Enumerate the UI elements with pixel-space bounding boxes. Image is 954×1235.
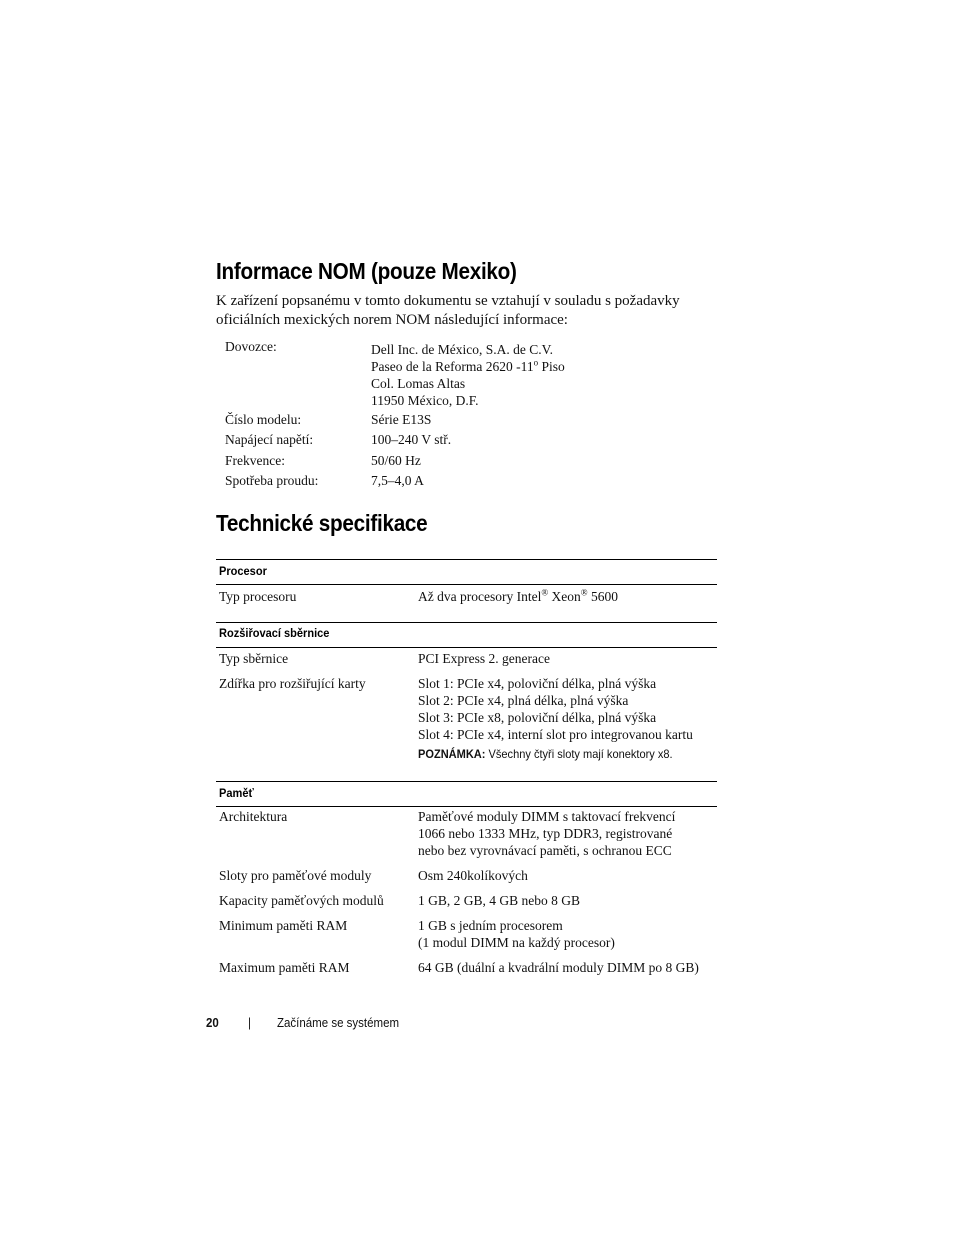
nom-intro-line-1: K zařízení popsanému v tomto dokumentu se vztahují v souladu s požadavky [216, 293, 680, 309]
importer-label: Dovozce: [225, 339, 277, 354]
slot-2: Slot 2: PCIe x4, plná délka, plná výška [418, 693, 629, 708]
processor-type-value: Až dva procesory Intel® Xeon® 5600 [418, 587, 619, 604]
nom-heading: Informace NOM (pouze Mexiko) [216, 258, 517, 284]
table-rule [216, 647, 717, 648]
max-ram-label: Maximum paměti RAM [219, 960, 350, 975]
importer-line-1: Dell Inc. de México, S.A. de C.V. [371, 342, 553, 357]
nom-intro [216, 292, 680, 330]
model-number-value: Série E13S [371, 412, 432, 427]
bus-type-value: PCI Express 2. generace [418, 651, 550, 666]
processor-type-label: Typ procesoru [219, 589, 297, 604]
specs-heading: Technické specifikace [216, 510, 428, 536]
footer-separator: | [248, 1016, 251, 1030]
page-number: 20 [206, 1016, 219, 1030]
architecture-value: Paměťové moduly DIMM s taktovací frekvencí 1066 nebo 1333 MHz, typ DDR3, registrované nebo bez vyrovnávací paměti, s ochranou ECC [418, 809, 676, 858]
frequency-label: Frekvence: [225, 453, 285, 468]
min-ram-label: Minimum paměti RAM [219, 918, 348, 933]
architecture-label: Architektura [219, 809, 288, 824]
bus-type-label: Typ sběrnice [219, 651, 289, 666]
frequency-value: 50/60 Hz [371, 453, 421, 468]
model-number-label: Číslo modelu: [225, 412, 302, 427]
importer-line-2: Paseo de la Reforma 2620 -11$^o$ Piso [371, 357, 565, 374]
table-rule [216, 622, 717, 623]
table-rule [216, 584, 717, 585]
memory-slots-value: Osm 240kolíkových [418, 868, 528, 883]
module-capacity-value: 1 GB, 2 GB, 4 GB nebo 8 GB [418, 893, 581, 908]
table-rule [216, 781, 717, 782]
slot-4: Slot 4: PCIe x4, interní slot pro integrovanou kartu [418, 727, 693, 742]
current-label: Spotřeba proudu: [225, 473, 319, 488]
bus-section-title: Rozšiřovací sběrnice [219, 626, 330, 640]
supply-voltage-label: Napájecí napětí: [225, 432, 314, 447]
importer-sup: o [533, 357, 539, 368]
max-ram-value: 64 GB (duální a kvadrální moduly DIMM po 8 GB) [418, 960, 699, 975]
expansion-slots-label: Zdířka pro rozšiřující karty [219, 676, 366, 691]
supply-voltage-value: 100–240 V stř. [371, 432, 452, 447]
slot-3: Slot 3: PCIe x8, poloviční délka, plná výška [418, 710, 657, 725]
table-rule [216, 559, 717, 560]
memory-slots-label: Sloty pro paměťové moduly [219, 868, 372, 883]
importer-line-4: 11950 México, D.F. [371, 393, 479, 408]
note-label: POZNÁMKA: [418, 747, 486, 761]
slot-1: Slot 1: PCIe x4, poloviční délka, plná výška [418, 676, 657, 691]
expansion-slots-list [418, 675, 693, 743]
processor-section-title: Procesor [219, 564, 267, 578]
module-capacity-label: Kapacity paměťových modulů [219, 893, 384, 908]
table-rule [216, 806, 717, 807]
importer-address [371, 341, 565, 409]
current-value: 7,5–4,0 A [371, 473, 424, 488]
importer-line-3: Col. Lomas Altas [371, 376, 466, 391]
note-text: Všechny čtyři sloty mají konektory x8. [485, 747, 673, 761]
min-ram-value: 1 GB s jedním procesorem (1 modul DIMM na každý procesor) [418, 918, 615, 950]
bus-note [418, 747, 673, 762]
memory-section-title: Paměť [219, 786, 254, 800]
footer-chapter: Začínáme se systémem [277, 1016, 400, 1030]
nom-intro-line-2: oficiálních mexických norem NOM následující informace: [216, 312, 568, 328]
